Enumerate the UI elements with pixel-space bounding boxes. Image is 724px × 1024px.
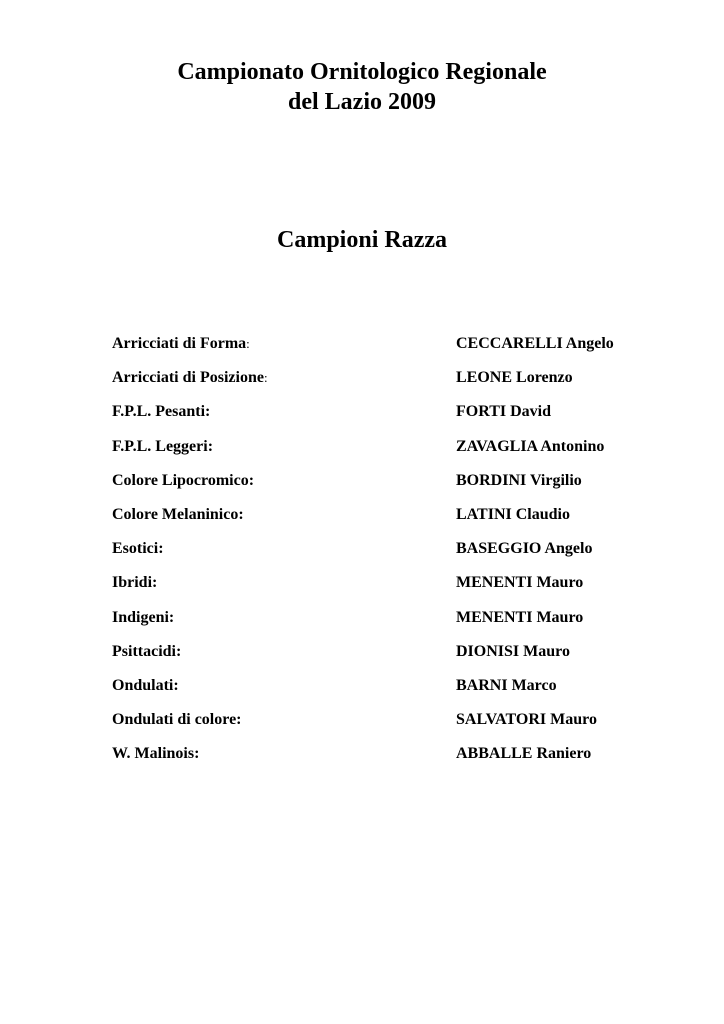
winner-name: LATINI Claudio xyxy=(456,505,570,523)
category-label: Esotici: xyxy=(112,540,164,558)
winner-name: ZAVAGLIA Antonino xyxy=(456,437,605,455)
winner-name: CECCARELLI Angelo xyxy=(456,335,614,352)
winner-name: DIONISI Mauro xyxy=(456,642,570,660)
champion-row xyxy=(0,641,724,675)
category-label: Colore Lipocromico: xyxy=(112,471,255,489)
winner-name: MENENTI Mauro xyxy=(456,608,584,626)
page-title-line-1: Campionato Ornitologico Regionale xyxy=(177,59,547,85)
category-label: Indigeni: xyxy=(112,608,175,626)
category-label: Ondulati: xyxy=(112,676,179,694)
category-label: W. Malinois: xyxy=(112,745,200,763)
winner-name: BORDINI Virgilio xyxy=(456,471,582,489)
champion-row xyxy=(0,333,724,367)
category-label: Arricciati di Posizione: xyxy=(112,369,268,387)
champion-row xyxy=(0,607,724,641)
winner-name: FORTI David xyxy=(456,403,552,421)
category-label: Colore Melaninico: xyxy=(112,505,244,523)
champion-row xyxy=(0,675,724,709)
category-label: F.P.L. Leggeri: xyxy=(112,437,214,455)
winner-name: MENENTI Mauro xyxy=(456,574,584,592)
champion-row xyxy=(0,470,724,504)
winner-name: BASEGGIO Angelo xyxy=(456,540,593,558)
champion-row xyxy=(0,367,724,401)
section-subtitle: Campioni Razza xyxy=(277,227,447,253)
champion-row xyxy=(0,538,724,572)
champion-row xyxy=(0,436,724,470)
winner-name: LEONE Lorenzo xyxy=(456,369,573,387)
category-label: Psittacidi: xyxy=(112,642,182,660)
champion-row xyxy=(0,401,724,435)
category-label: Arricciati di Forma: xyxy=(112,335,250,352)
category-label: F.P.L. Pesanti: xyxy=(112,403,211,421)
category-colon: : xyxy=(263,370,268,386)
winner-name: ABBALLE Raniero xyxy=(456,745,592,763)
winner-name: SALVATORI Mauro xyxy=(456,711,597,729)
champion-row xyxy=(0,709,724,743)
winner-name: BARNI Marco xyxy=(456,676,557,694)
category-label: Ondulati di colore: xyxy=(112,711,242,729)
category-label: Ibridi: xyxy=(112,574,158,592)
category-colon: : xyxy=(246,336,250,351)
champions-list xyxy=(0,333,724,777)
page-title-line-2: del Lazio 2009 xyxy=(288,89,436,115)
champion-row xyxy=(0,743,724,777)
champion-row xyxy=(0,572,724,606)
champion-row xyxy=(0,504,724,538)
